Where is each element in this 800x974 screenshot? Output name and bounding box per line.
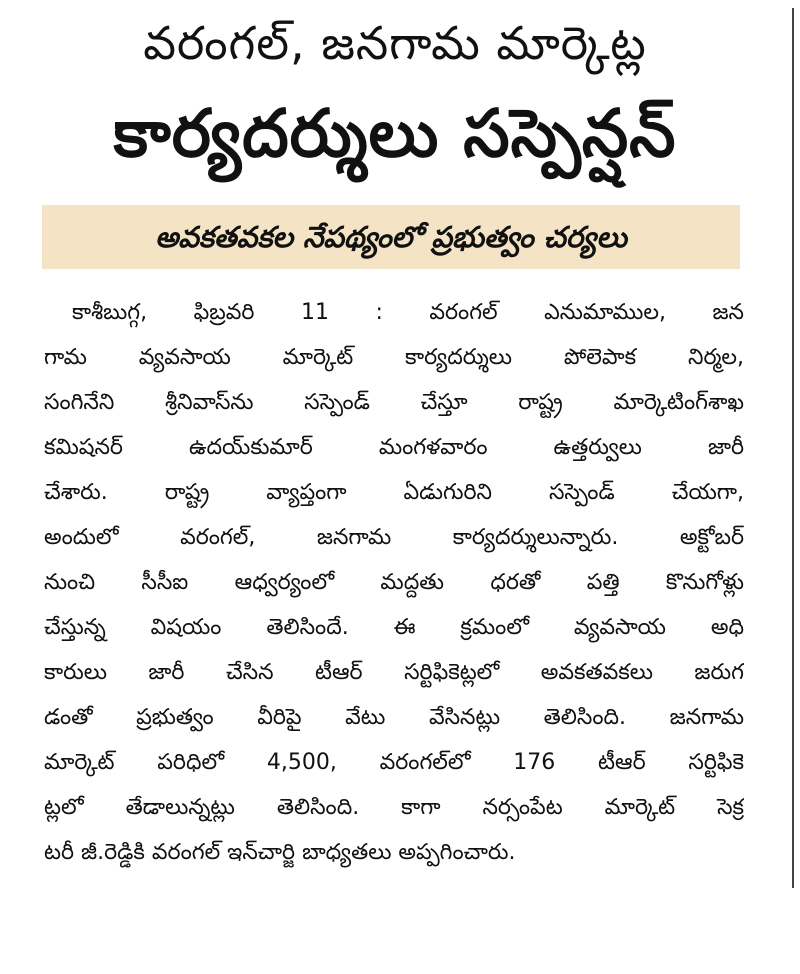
subheadline: అవకతవకల నేపథ్యంలో ప్రభుత్వం చర్యలు (155, 220, 627, 254)
body-line-9: కారులు జారీ చేసిన టీఆర్ సర్టిఫికెట్లలో అవకతవకలు జరుగ (44, 660, 744, 685)
body-line-1: కాశీబుగ్గ, ఫిబ్రవరి 11 : వరంగల్ ఎనుమాముల, జన (72, 300, 744, 325)
body-line-11: మార్కెట్ పరిధిలో 4,500, వరంగల్‌లో 176 టీఆర్ సర్టిఫికె (44, 750, 744, 775)
body-line-2: గామ వ్యవసాయ మార్కెట్ కార్యదర్శులు పోలెపాక నిర్మల, (44, 345, 744, 370)
body-line-7: నుంచి సీసీఐ ఆధ్వర్యంలో మద్దతు ధరతో పత్తి కొనుగోళ్లు (44, 570, 744, 595)
body-line-13: టరీ జీ.రెడ్డికి వరంగల్ ఇన్‌చార్జి బాధ్యతలు అప్పగించారు. (44, 840, 516, 865)
headline-line-2: కార్యదర్శులు సస్పెన్షన్ (113, 95, 677, 172)
body-line-4: కమిషనర్ ఉదయ్‌కుమార్ మంగళవారం ఉత్తర్వులు జారీ (44, 435, 744, 460)
body-line-10: డంతో ప్రభుత్వం వీరిపై వేటు వేసినట్లు తెలిసింది. జనగామ (44, 705, 744, 730)
body-line-6: అందులో వరంగల్, జనగామ కార్యదర్శులున్నారు. అక్టోబర్ (44, 525, 744, 550)
body-line-8: చేస్తున్న విషయం తెలిసిందే. ఈ క్రమంలో వ్యవసాయ అధి (44, 615, 744, 640)
body-line-12: ట్లలో తేడాలున్నట్లు తెలిసింది. కాగా నర్సంపేట మార్కెట్ సెక్ర (44, 795, 744, 820)
article-body (44, 290, 744, 875)
body-line-5: చేశారు. రాష్ట్ర వ్యాప్తంగా ఏడుగురిని సస్పెండ్ చేయగా, (44, 480, 744, 505)
body-line-3: సంగినేని శ్రీనివాస్‌ను సస్పెండ్ చేస్తూ రాష్ట్ర మార్కెటింగ్‌శాఖ (44, 390, 744, 415)
column-divider (792, 8, 794, 888)
headline-line-1: వరంగల్, జనగామ మార్కెట్ల (143, 16, 647, 70)
